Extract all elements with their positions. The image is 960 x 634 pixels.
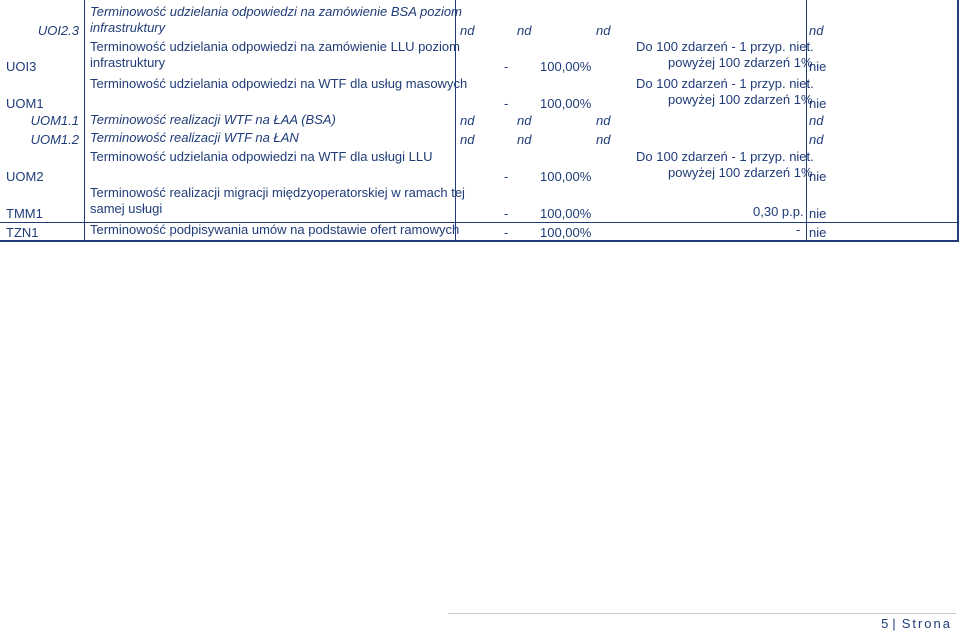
row-value-1: nd [460,132,475,147]
row-code: UOI3 [6,59,37,74]
row-description-line: Terminowość podpisywania umów na podstawie ofert ramowych [90,222,460,237]
row-compliance: nie [809,96,827,111]
row-compliance: nd [809,113,824,128]
row-value-2: - [504,59,509,74]
row-threshold-line: Do 100 zdarzeń - 1 przyp. niet. [636,149,814,164]
row-value-1: nd [460,113,475,128]
col-divider-code [84,0,85,240]
row-code: UOM1 [6,96,44,111]
row-value-3: 100,00% [540,96,592,111]
row-threshold-line: powyżej 100 zdarzeń 1% [668,92,813,107]
row-compliance: nd [809,23,824,38]
row-compliance: nie [809,169,827,184]
row-value-2: nd [517,113,532,128]
row-value-3: 100,00% [540,225,592,240]
row-compliance: nie [809,59,827,74]
col-divider-desc [455,0,456,240]
row-code: UOM2 [6,169,44,184]
row-description-line: Terminowość realizacji WTF na ŁAA (BSA) [90,112,336,127]
row-value-2: - [504,96,509,111]
row-code: TMM1 [6,206,43,221]
row-description-line: Terminowość udzielania odpowiedzi na WTF dla usług masowych [90,76,468,91]
row-code: UOM1.2 [30,132,79,147]
row-threshold-line: Do 100 zdarzeń - 1 przyp. niet. [636,76,814,91]
row-code: UOI2.3 [37,23,79,38]
row-code: UOM1.1 [30,113,79,128]
row-compliance: nie [809,206,827,221]
row-value-3: 100,00% [540,206,592,221]
row-compliance: nd [809,132,824,147]
row-description-line: infrastruktury [90,20,166,35]
row-value-3: nd [596,132,611,147]
row-value-2: - [504,206,509,221]
row-description-line: Terminowość udzielania odpowiedzi na zamówienie BSA poziom [90,4,462,19]
row-description-line: Terminowość realizacji migracji międzyoperatorskiej w ramach tej [90,185,465,200]
row-description-line: samej usługi [90,201,163,216]
row-description-line: Terminowość realizacji WTF na ŁAN [90,130,299,145]
sla-table [0,0,959,242]
footer-separator: | [892,616,898,631]
row-value-1: nd [460,23,475,38]
page-number: 5 [881,616,891,631]
row-description-line: Terminowość udzielania odpowiedzi na WTF dla usługi LLU [90,149,433,164]
row-threshold-line: Do 100 zdarzeń - 1 przyp. niet. [636,39,814,54]
row-code: TZN1 [6,225,39,240]
row-value-3: nd [596,113,611,128]
row-value-2: - [504,225,509,240]
row-description-line: Terminowość udzielania odpowiedzi na zamówienie LLU poziom [90,39,460,54]
page-label: Strona [901,616,952,631]
row-threshold-line: powyżej 100 zdarzeń 1% [668,55,813,70]
footer-divider [448,613,956,614]
row-description-line: infrastruktury [90,55,166,70]
row-compliance: nie [809,225,827,240]
col-divider-result [806,0,807,240]
row-value-2: nd [517,23,532,38]
row-threshold: 0,30 p.p. [753,204,804,219]
row-value-2: - [504,169,509,184]
row-value-3: 100,00% [540,169,592,184]
row-value-2: nd [517,132,532,147]
row-value-3: nd [596,23,611,38]
row-value-3: 100,00% [540,59,592,74]
row-threshold: - [796,222,801,237]
row-threshold-line: powyżej 100 zdarzeń 1% [668,165,813,180]
page-footer [881,616,952,632]
